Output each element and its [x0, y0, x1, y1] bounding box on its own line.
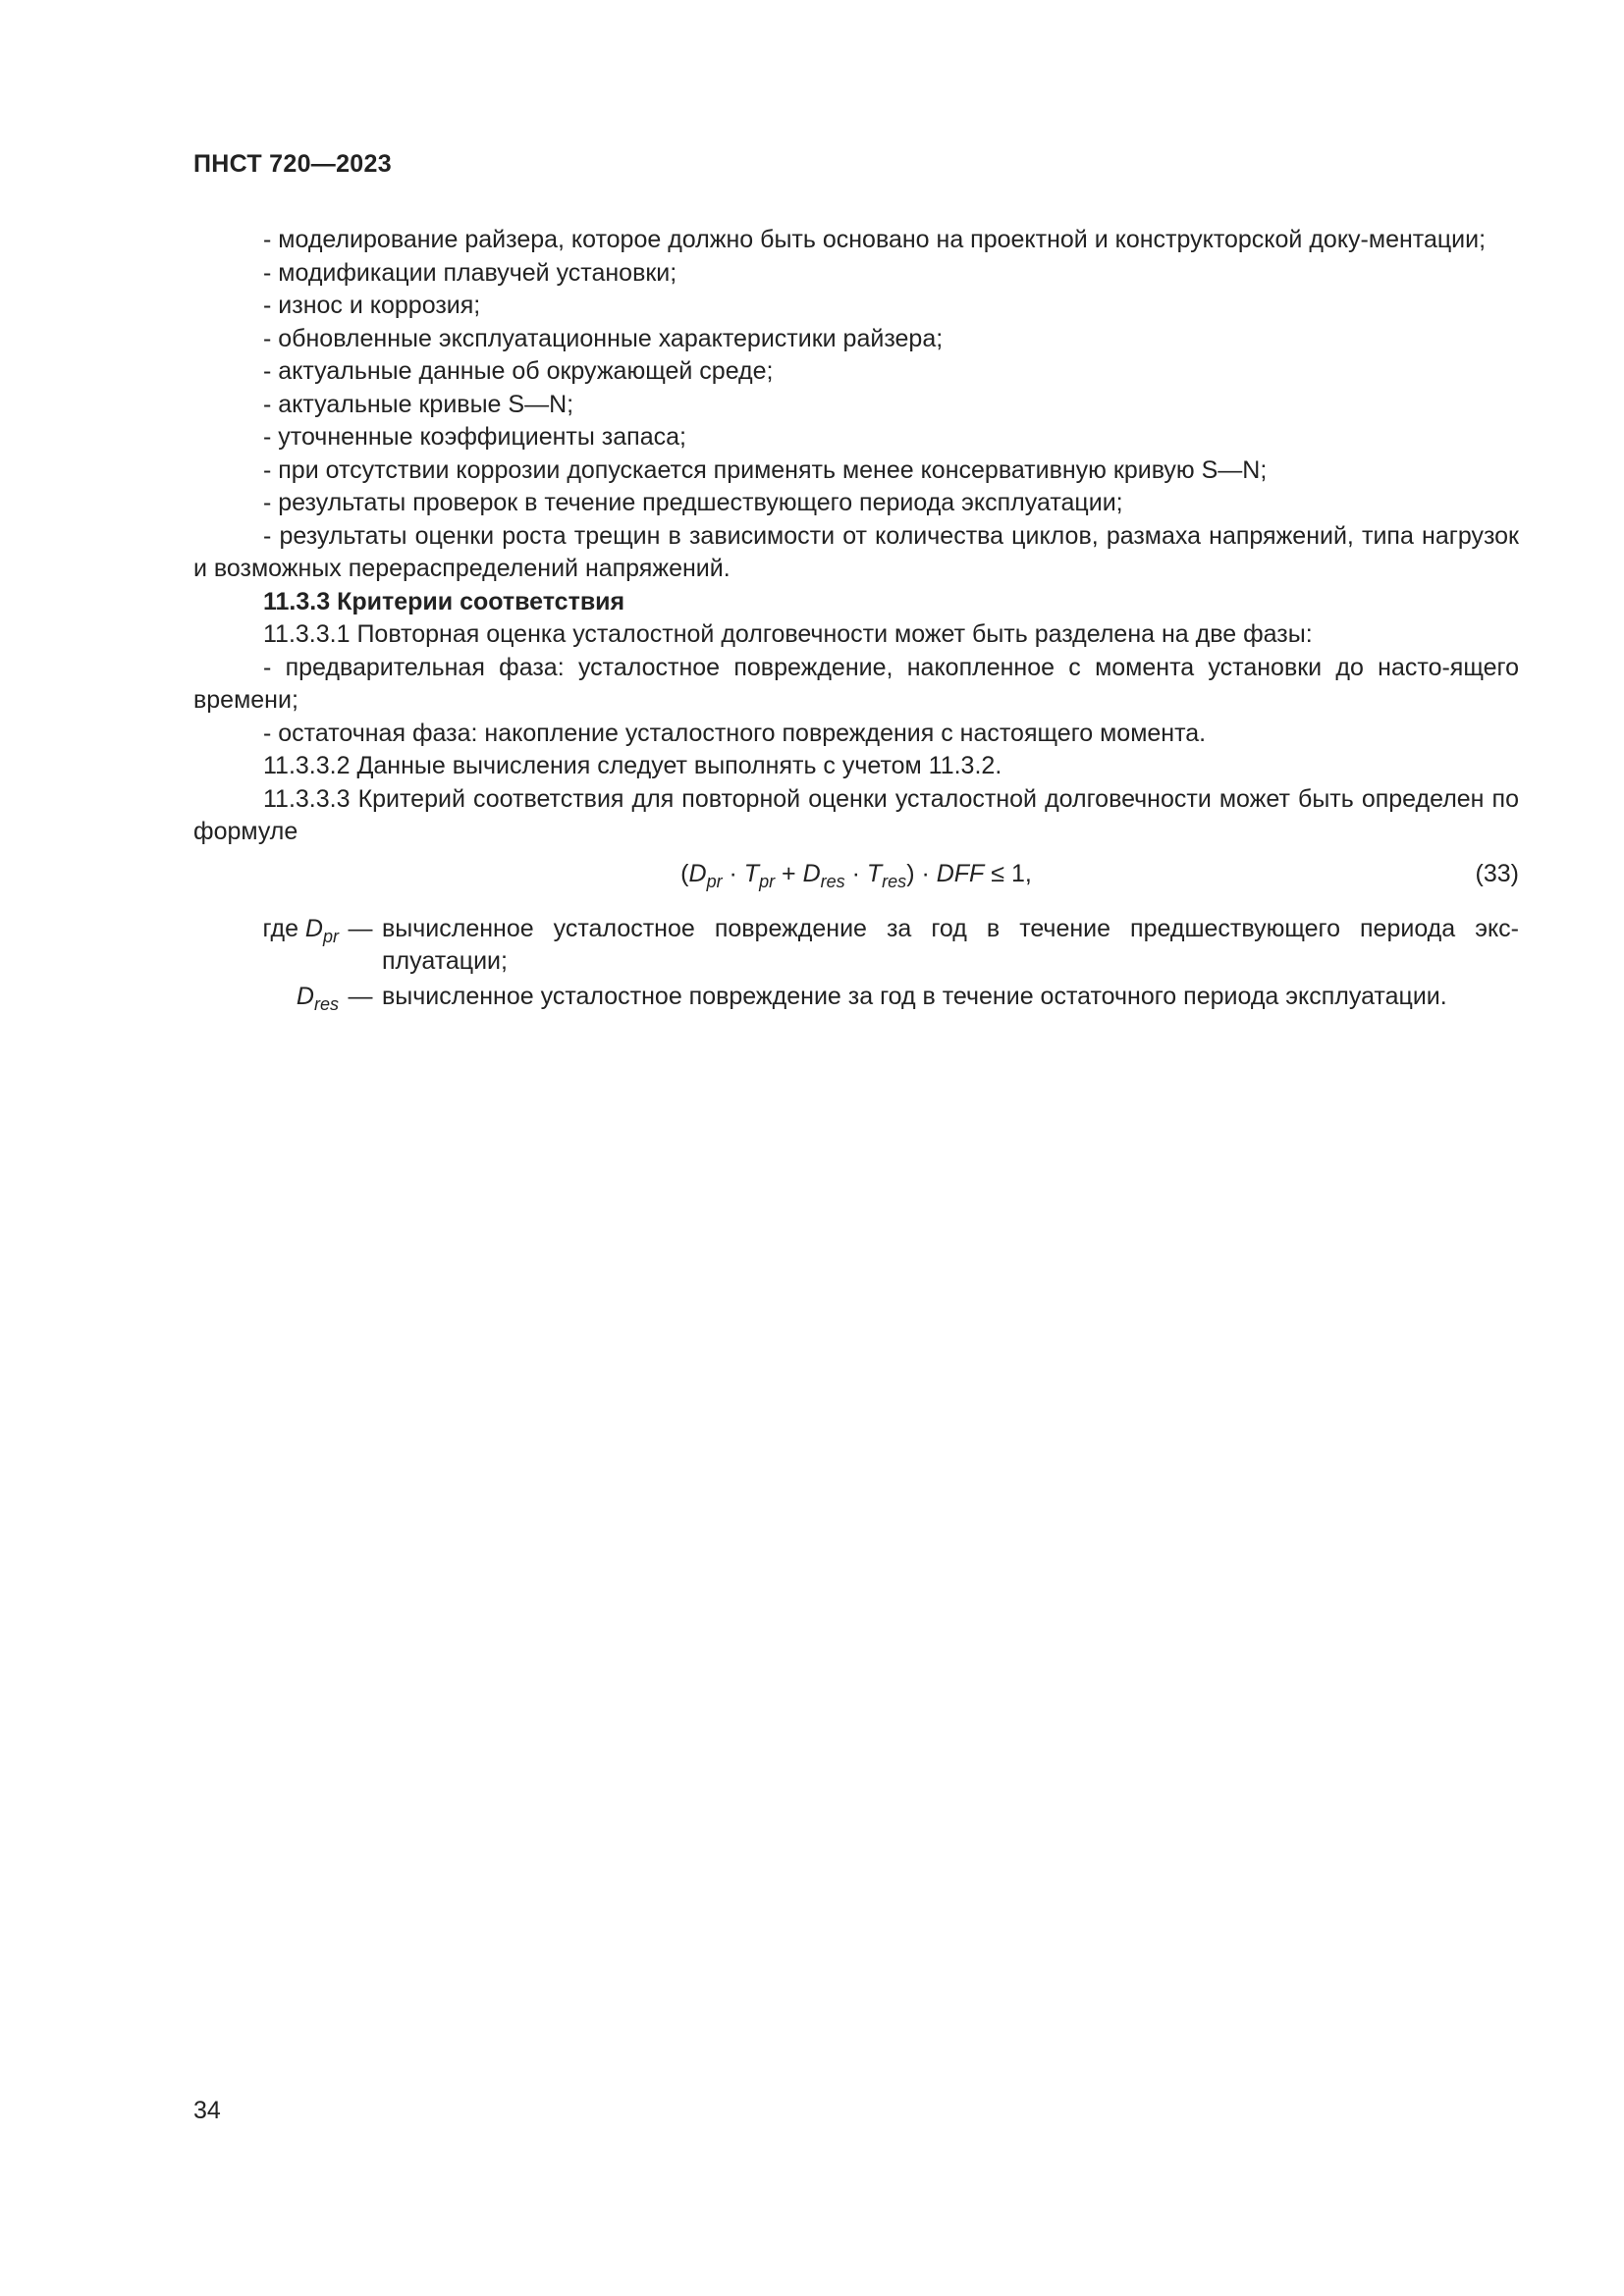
list-item: - модификации плавучей установки; [263, 258, 677, 287]
section-heading: 11.3.3 Критерии соответствия [263, 587, 625, 615]
definition-text: вычисленное усталостное повреждение за год в течение остаточного периода эксплуатации. [382, 982, 1447, 1010]
list-item: - моделирование райзера, которое должно быть основано на проектной и конструкторской доку-ментации; [263, 226, 1487, 253]
list-item: - результаты оценки роста трещин в зависимости от количества циклов, размаха напряжений, типа нагрузок и возможных перераспределений напряжений. [193, 521, 1519, 582]
equation-number: (33) [1475, 859, 1519, 887]
definition-text: вычисленное усталостное повреждение за год в течение предшествующего периода экс-плуатации; [382, 914, 1519, 975]
formula-close-paren: ) [906, 859, 915, 887]
formula-subscript: pr [759, 871, 776, 891]
definition-subscript: res [313, 993, 339, 1014]
formula-subscript: res [882, 871, 907, 891]
formula-symbol-d-pr: D [688, 859, 707, 887]
paragraph-11-3-3-3: 11.3.3.3 Критерий соответствия для повторной оценки усталостной долговечности может быть определен по формуле [193, 784, 1519, 845]
definitions-list [193, 913, 1519, 1014]
formula-operator: · [722, 859, 744, 887]
formula-operator: · [844, 859, 867, 887]
definition-symbol: D [296, 982, 314, 1010]
list-item: - актуальные данные об окружающей среде; [263, 357, 774, 385]
formula-subscript: res [820, 871, 845, 891]
list-item: - обновленные эксплуатационные характеристики райзера; [263, 324, 944, 352]
phase-residual: - остаточная фаза: накопление усталостного повреждения с настоящего момента. [263, 719, 1207, 747]
definition-subscript: pr [322, 926, 339, 946]
list-item: - результаты проверок в течение предшествующего периода эксплуатации; [263, 489, 1123, 516]
formula-subscript: pr [706, 871, 723, 891]
formula-open-paren: ( [680, 859, 689, 887]
formula-symbol-dff: DFF [936, 859, 985, 887]
list-item: - актуальные кривые S—N; [263, 390, 574, 418]
list-item: - износ и коррозия; [263, 292, 481, 319]
definition-term [193, 981, 339, 1014]
formula-operator: · [914, 859, 937, 887]
formula-symbol-t-pr: T [743, 859, 760, 887]
page-number: 34 [193, 2097, 221, 2124]
definition-dash: — [348, 914, 373, 942]
document-id: ПНСТ 720—2023 [193, 150, 392, 178]
definition-row [193, 913, 1519, 979]
definition-dash: — [348, 982, 373, 1010]
paragraph-11-3-3-1: 11.3.3.1 Повторная оценка усталостной долговечности может быть разделена на две фазы: [263, 620, 1313, 648]
paragraph-11-3-3-2: 11.3.3.2 Данные вычисления следует выполнять с учетом 11.3.2. [263, 752, 1002, 779]
definition-prefix: где [262, 914, 305, 942]
definition-row [193, 981, 1519, 1014]
list-item: - при отсутствии коррозии допускается применять менее консервативную кривую S—N; [263, 455, 1268, 484]
definition-term [193, 913, 339, 946]
formula-row [193, 852, 1519, 901]
formula-relation: ≤ 1, [984, 859, 1032, 887]
formula-operator: + [775, 859, 803, 887]
formula [193, 858, 1519, 891]
list-item: - уточненные коэффициенты запаса; [263, 423, 686, 451]
document-body [193, 224, 1519, 1015]
formula-symbol-d-res: D [802, 859, 821, 887]
definition-symbol: D [304, 914, 323, 942]
formula-symbol-t-res: T [866, 859, 883, 887]
phase-preliminary: - предварительная фаза: усталостное повреждение, накопленное с момента установки до насто-ящего времени; [193, 653, 1519, 714]
